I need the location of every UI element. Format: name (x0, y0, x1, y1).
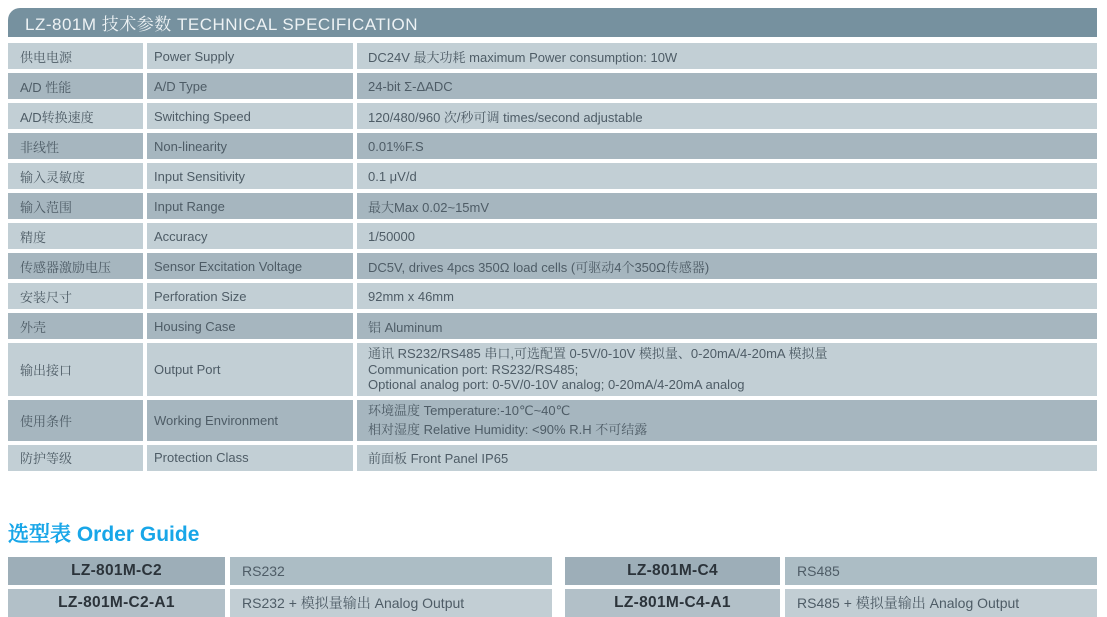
spec-value-line: 通讯 RS232/RS485 串口,可选配置 0-5V/0-10V 模拟量、0-20mA/4-20mA 模拟量 (368, 346, 828, 361)
spec-value: 最大Max 0.02~15mV (357, 193, 1097, 219)
spec-table-title-bar (8, 8, 1097, 37)
spec-value: 铝 Aluminum (357, 313, 1097, 339)
order-guide-row (8, 557, 1097, 585)
order-model: LZ-801M-C4 (565, 557, 780, 585)
spec-label-cn: A/D 性能 (8, 73, 143, 99)
spec-label-en: Input Range (147, 193, 353, 219)
spec-label-en: A/D Type (147, 73, 353, 99)
spec-value-line: Communication port: RS232/RS485; (368, 361, 579, 377)
spec-row-ad-type (8, 73, 1097, 99)
spec-value-line: 环境温度 Temperature:-10℃~40℃ (368, 403, 571, 418)
order-guide-title (8, 518, 1097, 548)
order-model: LZ-801M-C2 (8, 557, 225, 585)
spec-label-en: Protection Class (147, 445, 353, 471)
spec-value: 0.01%F.S (357, 133, 1097, 159)
spec-value: 前面板 Front Panel IP65 (357, 445, 1097, 471)
spec-label-en: Output Port (147, 343, 353, 396)
spec-label-en: Working Environment (147, 400, 353, 441)
spec-value-line: Optional analog port: 0-5V/0-10V analog; 0-20mA/4-20mA analog (368, 377, 745, 392)
spec-label-en: Input Sensitivity (147, 163, 353, 189)
spec-row-input-range (8, 193, 1097, 219)
datasheet-page (8, 0, 1097, 617)
spec-label-cn: 输入灵敏度 (8, 163, 143, 189)
spec-row-sensor-excitation (8, 253, 1097, 279)
spec-row-non-linearity (8, 133, 1097, 159)
spec-label-cn: 安装尺寸 (8, 283, 143, 309)
order-desc: RS485 (785, 557, 1097, 585)
spec-label-en: Non-linearity (147, 133, 353, 159)
order-guide-title-cn: 选型表 (8, 522, 71, 546)
spec-row-input-sensitivity (8, 163, 1097, 189)
spec-value: 1/50000 (357, 223, 1097, 249)
spec-row-working-environment (8, 400, 1097, 441)
spec-table (8, 43, 1097, 471)
spec-label-cn: 精度 (8, 223, 143, 249)
order-desc: RS485 + 模拟量输出 Analog Output (785, 589, 1097, 617)
spec-label-en: Perforation Size (147, 283, 353, 309)
spec-row-switching-speed (8, 103, 1097, 129)
spec-label-cn: 外壳 (8, 313, 143, 339)
spec-label-cn: 传感器激励电压 (8, 253, 143, 279)
spec-value-line: 相对湿度 Relative Humidity: <90% R.H 不可结露 (368, 422, 648, 437)
spec-row-perforation-size (8, 283, 1097, 309)
spec-value: 92mm x 46mm (357, 283, 1097, 309)
order-guide-table (8, 557, 1097, 617)
order-desc: RS232 (230, 557, 552, 585)
spec-label-cn: 输出接口 (8, 343, 143, 396)
spec-row-power-supply (8, 43, 1097, 69)
spec-row-housing-case (8, 313, 1097, 339)
spec-label-en: Power Supply (147, 43, 353, 69)
order-desc: RS232 + 模拟量输出 Analog Output (230, 589, 552, 617)
spec-value: 0.1 μV/d (357, 163, 1097, 189)
spec-label-en: Switching Speed (147, 103, 353, 129)
spec-value (357, 400, 1097, 441)
spec-row-accuracy (8, 223, 1097, 249)
spec-label-en: Accuracy (147, 223, 353, 249)
spec-label-cn: 非线性 (8, 133, 143, 159)
spec-label-cn: A/D转换速度 (8, 103, 143, 129)
order-guide-title-en: Order Guide (76, 522, 200, 546)
spec-label-cn: 使用条件 (8, 400, 143, 441)
spec-label-cn: 防护等级 (8, 445, 143, 471)
spec-value: 120/480/960 次/秒可调 times/second adjustable (357, 103, 1097, 129)
spec-value (357, 343, 1097, 396)
spec-table-title: LZ-801M 技术参数 TECHNICAL SPECIFICATION (25, 15, 418, 34)
spec-label-en: Sensor Excitation Voltage (147, 253, 353, 279)
order-model: LZ-801M-C4-A1 (565, 589, 780, 617)
spec-row-protection-class (8, 445, 1097, 471)
spec-row-output-port (8, 343, 1097, 396)
spec-value: DC5V, drives 4pcs 350Ω load cells (可驱动4个350Ω传感器) (357, 253, 1097, 279)
order-model: LZ-801M-C2-A1 (8, 589, 225, 617)
spec-label-cn: 输入范围 (8, 193, 143, 219)
spec-label-en: Housing Case (147, 313, 353, 339)
spec-value: 24-bit Σ-ΔADC (357, 73, 1097, 99)
order-guide-row (8, 589, 1097, 617)
spec-label-cn: 供电电源 (8, 43, 143, 69)
spec-value: DC24V 最大功耗 maximum Power consumption: 10W (357, 43, 1097, 69)
